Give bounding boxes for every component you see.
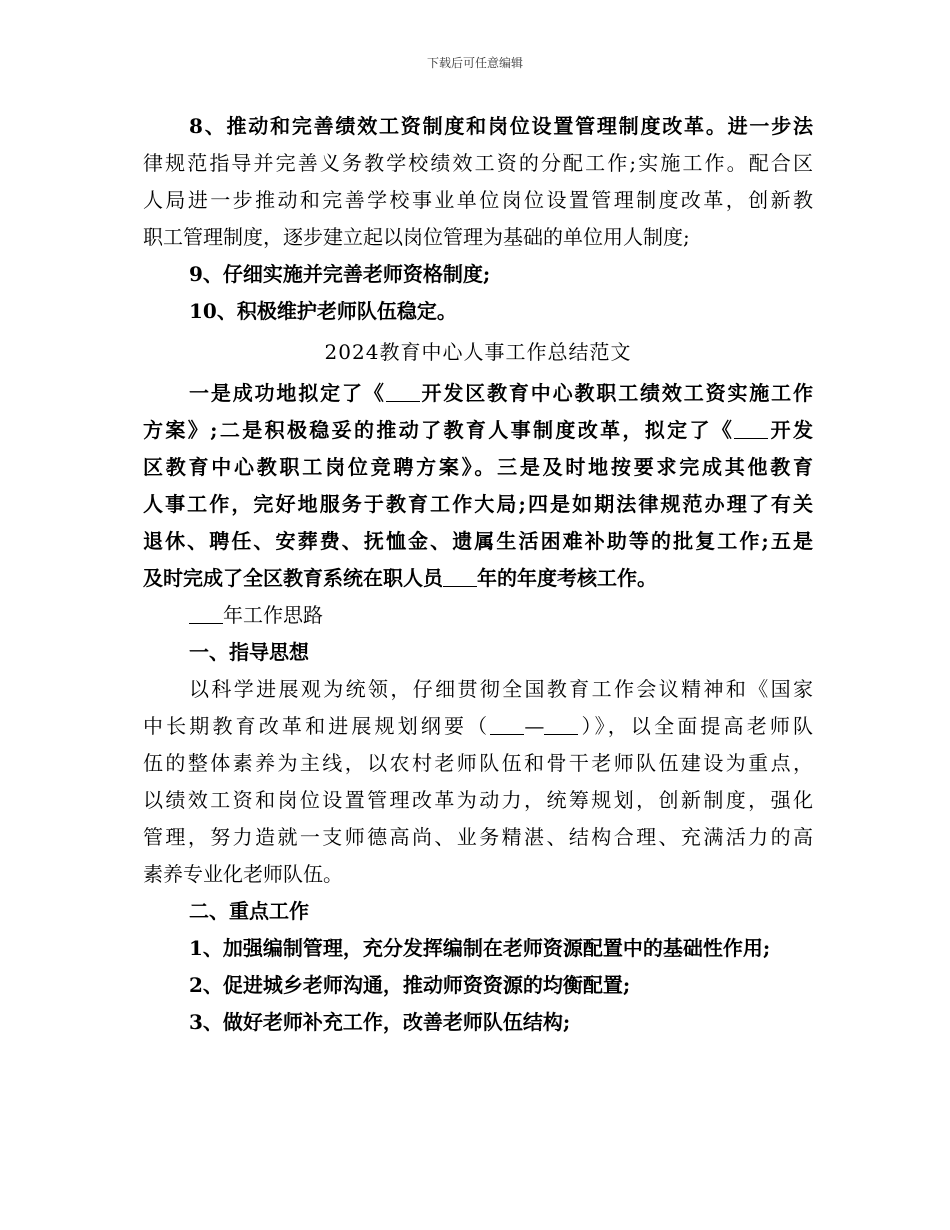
item-8-line-2: 律规范指导并完善义务教学校绩效工资的分配工作;实施工作。配合区 [143,151,813,175]
item-10: 10、积极维护老师队伍稳定。 [189,299,457,323]
item-8-line-4: 职工管理制度，逐步建立起以岗位管理为基础的单位用人制度; [143,225,690,249]
summary-line-1-a: 一是成功地拟定了《 [189,381,386,405]
guide-line-2-dash: — [524,714,545,738]
guide-line-3: 伍的整体素养为主线，以农村老师队伍和骨干老师队伍建设为重点， [143,751,813,775]
guide-line-2-b: ）》，以全面提高老师队 [578,714,813,738]
summary-line-6-a: 及时完成了全区教育系统在职人员 [143,566,443,590]
summary-line-2-b: 开发 [768,418,813,442]
guide-line-2 [143,708,813,745]
page-header-note: 下载后可任意编辑 [426,56,523,70]
summary-line-2-a: 方案》;二是积极稳妥的推动了教育人事制度改革，拟定了《 [143,418,735,442]
document-title: 2024教育中心人事工作总结范文 [324,340,632,364]
blank-underline [544,716,578,735]
blank-underline [189,605,223,624]
key-item-1: 1、加强编制管理，充分发挥编制在老师资源配置中的基础性作用; [189,936,771,960]
summary-line-4: 人事工作，完好地服务于教育工作大局;四是如期法律规范办理了有关 [143,492,813,516]
blank-underline [386,383,420,402]
guide-line-6: 素养专业化老师队伍。 [143,862,343,886]
item-8-line-3: 人局进一步推动和完善学校事业单位岗位设置管理制度改革，创新教 [143,188,813,212]
summary-line-2 [143,412,813,449]
key-work-heading: 二、重点工作 [189,899,309,923]
guide-line-2-a: 中长期教育改革和进展规划纲要（ [143,714,491,738]
item-8-text: 8、推动和完善绩效工资制度和岗位设置管理制度改革。进一步法 [189,114,813,138]
blank-underline [734,420,768,439]
item-8-line-1 [143,108,813,145]
ideas-heading [143,597,813,634]
guide-line-4: 以绩效工资和岗位设置管理改革为动力，统筹规划，创新制度，强化 [143,788,813,812]
summary-line-6-b: 年的年度考核工作。 [477,566,657,590]
item-9: 9、仔细实施并完善老师资格制度; [189,262,491,286]
summary-line-6 [143,560,813,597]
guide-heading: 一、指导思想 [189,640,309,664]
key-item-3: 3、做好老师补充工作，改善老师队伍结构; [189,1010,571,1034]
summary-line-1-b: 开发区教育中心教职工绩效工资实施工作 [419,381,813,405]
guide-line-1: 以科学进展观为统领，仔细贯彻全国教育工作会议精神和《国家 [189,677,813,701]
summary-line-5: 退休、聘任、安葬费、抚恤金、遗属生活困难补助等的批复工作;五是 [143,529,813,553]
document-body [143,108,813,1041]
summary-line-3: 区教育中心教职工岗位竞聘方案》。三是及时地按要求完成其他教育 [143,455,813,479]
guide-line-5: 管理，努力造就一支师德高尚、业务精湛、结构合理、充满活力的高 [143,825,813,849]
summary-line-1 [143,375,813,412]
key-item-2: 2、促进城乡老师沟通，推动师资资源的均衡配置; [189,973,631,997]
ideas-heading-text: 年工作思路 [223,603,323,627]
blank-underline [443,568,477,587]
blank-underline [490,716,524,735]
